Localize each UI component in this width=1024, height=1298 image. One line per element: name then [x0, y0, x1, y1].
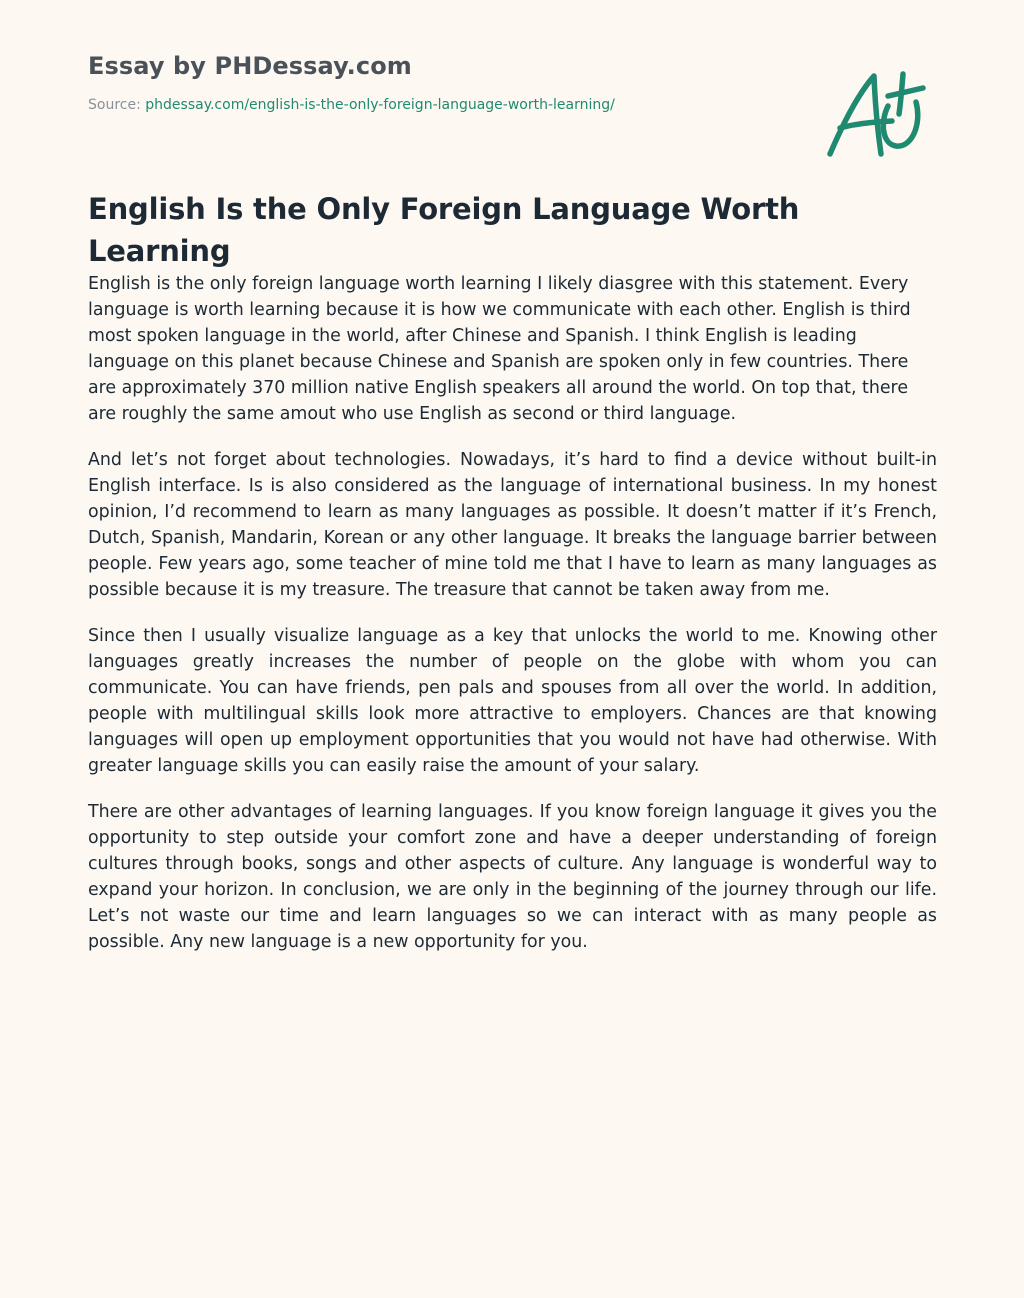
- essay-paragraph: And let’s not forget about technologies. Nowadays, it’s hard to find a device without built-in English interface. Is is also considered as the language of international business. In my honest opinion, I’d recommend to learn as many languages as possible. It doesn’t matter if it’s French, Dutch, Spanish, Mandarin, Korean or any other language. It breaks the language barrier between people. Few years ago, some teacher of mine told me that I have to learn as many languages as possible because it is my treasure. The treasure that cannot be taken away from me.: [88, 450, 937, 600]
- essay-title: English Is the Only Foreign Language Worth Learning: [88, 192, 800, 268]
- source-link[interactable]: phdessay.com/english-is-the-only-foreign-language-worth-learning/: [145, 97, 615, 113]
- essay-body: [88, 271, 937, 975]
- essay-paragraph: Since then I usually visualize language as a key that unlocks the world to me. Knowing other languages greatly increases the number of people on the globe with whom you can communicate. You can have friends, pen pals and spouses from all over the world. In addition, people with multilingual skills look more attractive to employers. Chances are that knowing languages will open up employment opportunities that you would not have had otherwise. With greater language skills you can easily raise the amount of your salary.: [88, 626, 937, 776]
- source-label: Source:: [88, 97, 141, 113]
- source-line: [88, 96, 788, 114]
- site-title: Essay by PHDessay.com: [88, 52, 412, 80]
- a-plus-grade-icon: [822, 64, 928, 162]
- essay-paragraph: There are other advantages of learning languages. If you know foreign language it gives you the opportunity to step outside your comfort zone and have a deeper understanding of foreign cultures through books, songs and other aspects of culture. Any language is wonderful way to expand your horizon. In conclusion, we are only in the beginning of the journey through our life. Let’s not waste our time and learn languages so we can interact with as many people as possible. Any new language is a new opportunity for you.: [88, 802, 937, 952]
- page-header: [88, 50, 788, 114]
- essay-paragraph: English is the only foreign language worth learning I likely diasgree with this statement. Every language is worth learning because it is how we communicate with each other. English is third most spoken language in the world, after Chinese and Spanish. I think English is leading language on this planet because Chinese and Spanish are spoken only in few countries. There are approximately 370 million native English speakers all around the world. On top that, there are roughly the same amout who use English as second or third language.: [88, 274, 911, 424]
